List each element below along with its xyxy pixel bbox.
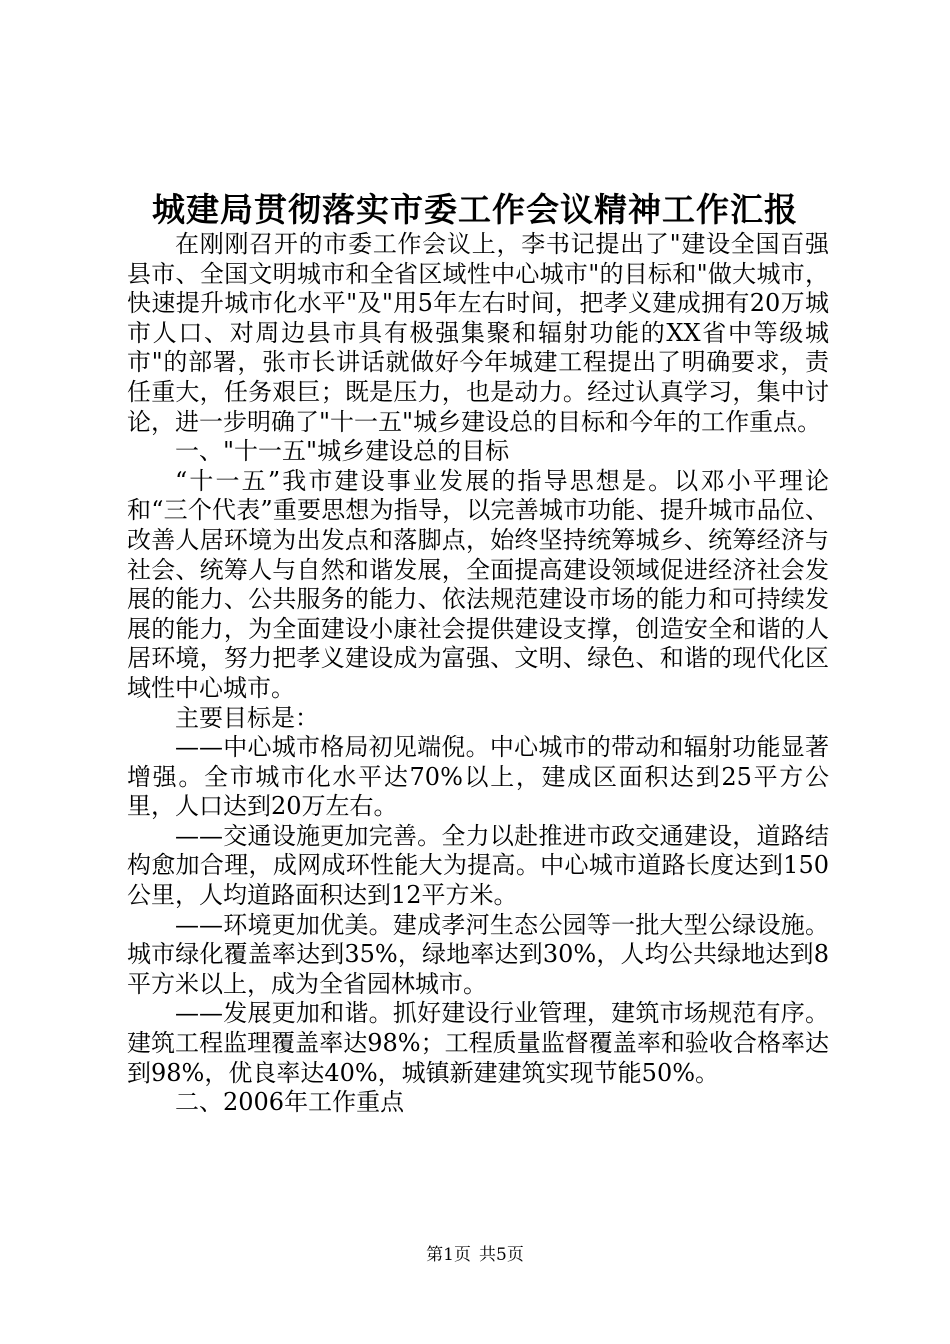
goal-item-harmony: ——发展更加和谐。抓好建设行业管理，建筑市场规范有序。建筑工程监理覆盖率达98%；工程质量监督覆盖率和验收合格率达到98%，优良率达40%，城镇新建建筑实现节能50%。: [127, 999, 829, 1087]
page-number: 第1页: [426, 1245, 471, 1265]
goal-item-central-city: ——中心城市格局初见端倪。中心城市的带动和辐射功能显著增强。全市城市化水平达70%以上，建成区面积达到25平方公里，人口达到20万左右。: [127, 733, 829, 821]
goal-item-environment: ——环境更加优美。建成孝河生态公园等一批大型公绿设施。城市绿化覆盖率达到35%，绿地率达到30%，人均公共绿地达到8平方米以上，成为全省园林城市。: [127, 910, 829, 998]
page-total: 共5页: [479, 1245, 524, 1265]
section-heading-2006-priorities: 二、2006年工作重点: [175, 1088, 405, 1117]
document-title: 城建局贯彻落实市委工作会议精神工作汇报: [152, 190, 798, 229]
page-footer: [0, 1243, 950, 1267]
paragraph-guiding-thought: “十一五”我市建设事业发展的指导思想是。以邓小平理论和“三个代表”重要思想为指导，以完善城市功能、提升城市品位、改善人居环境为出发点和落脚点，始终坚持统筹城乡、统筹经济与社会、统筹人与自然和谐发展，全面提高建设领域促进经济社会发展的能力、公共服务的能力、依法规范建设市场的能力和可持续发展的能力，为全面建设小康社会提供建设支撑，创造安全和谐的人居环境，努力把孝义建设成为富强、文明、绿色、和谐的现代化区域性中心城市。: [127, 466, 829, 702]
section-heading-goals: 一、"十一五"城乡建设总的目标: [175, 437, 510, 466]
paragraph-main-goals-label: 主要目标是：: [175, 703, 319, 732]
document-body: [127, 230, 829, 1118]
paragraph-intro: 在刚刚召开的市委工作会议上，李书记提出了"建设全国百强县市、全国文明城市和全省区域性中心城市"的目标和"做大城市，快速提升城市化水平"及"用5年左右时间，把孝义建成拥有20万城市人口、对周边县市具有极强集聚和辐射功能的XX省中等级城市"的部署，张市长讲话就做好今年城建工程提出了明确要求，责任重大，任务艰巨；既是压力，也是动力。经过认真学习，集中讨论，进一步明确了"十一五"城乡建设总的目标和今年的工作重点。: [127, 230, 829, 436]
goal-item-transport: ——交通设施更加完善。全力以赴推进市政交通建设，道路结构愈加合理，成网成环性能大为提高。中心城市道路长度达到150公里，人均道路面积达到12平方米。: [127, 821, 829, 910]
